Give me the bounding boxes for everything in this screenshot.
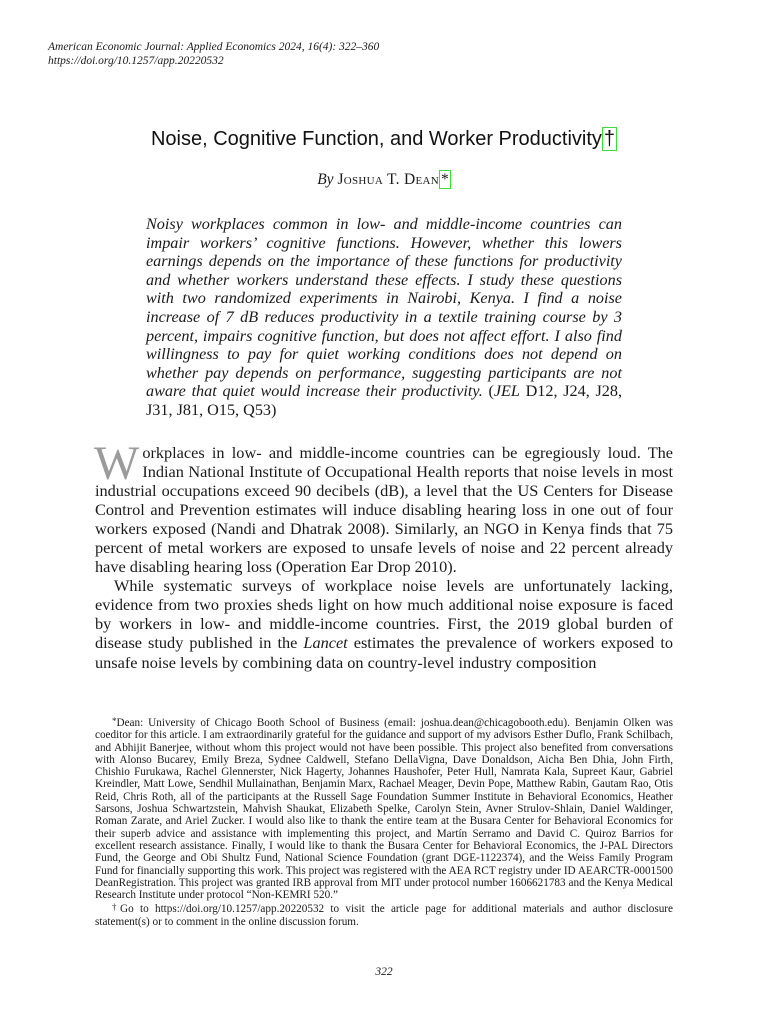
byline — [0, 170, 768, 190]
abstract — [146, 215, 622, 420]
footnotes — [95, 715, 673, 928]
jel-code-list: D12, J24, J28, J31, J81, O15, Q53) — [146, 382, 623, 419]
jel-label: JEL — [493, 382, 520, 401]
body-text — [94, 437, 674, 672]
lancet-journal-name: Lancet — [303, 633, 348, 653]
journal-header — [48, 40, 728, 68]
author-footnote-link[interactable]: * — [441, 171, 449, 188]
paragraph-2-text-b: estimates the prevalence of workers exposed to unsafe noise levels by combining data on country-level industry composition — [95, 633, 674, 672]
paragraph-2-text-a: While systematic surveys of workplace noise levels are unfortunately lacking, evidence from two proxies sheds light on how much additional noise exposure is faced by workers in low- and middle-income countries. First, the 2019 global burden of disease study published in the — [95, 576, 673, 653]
footnote-author-mark: * — [112, 716, 117, 726]
footnote-author — [95, 715, 673, 901]
article-title — [0, 124, 768, 154]
author-name: Joshua T. Dean — [337, 171, 440, 188]
page-number: 322 — [375, 966, 393, 978]
jel-open-paren: ( — [488, 382, 494, 401]
doi-line: https://doi.org/10.1257/app.20220532 — [48, 55, 224, 67]
footnote-title — [95, 901, 673, 928]
abstract-text: Noisy workplaces common in low- and middle-income countries can impair workers’ cognitive functions. However, whether this lowers earnings depends on the importance of these functions for productivity and whether workers understand these effects. I study these questions with two randomized experiments in Nairobi, Kenya. I find a noise increase of 7 dB reduces productivity in a textile training course by 3 percent, impairs cognitive function, but does not affect effort. I also find willingness to pay for quiet working conditions does not depend on whether pay depends on performance, suggesting participants are not aware that quiet would increase their productivity. — [146, 215, 622, 401]
footnote-author-text: Dean: University of Chicago Booth School of Business (email: joshua.dean@chicagobooth.edu). Benjamin Olken was coeditor for this article. I am extraordinarily grateful for the guidance and support of my advisors Esther Duflo, Frank Schilbach, and Abhijit Banerjee, without whom this project would not have been possible. This project also benefited from conversations with Alonso Bucarey, Emily Breza, Sydnee Caldwell, Stefano DellaVigna, Dave Donaldson, Aicha Ben Dhia, John Firth, Chishio Furukawa, Rachel Glennerster, Nick Hagerty, Johannes Haushofer, Peter Hull, Namrata Kala, Supreet Kaur, Gabriel Kreindler, Matt Lowe, Sendhil Mullainathan, Benjamin Marx, Rachael Meager, Devin Pope, Matthew Rabin, Gautam Rao, Otis Reid, Chris Roth, all of the participants at the Russell Sage Foundation Summer Institute in Behavioral Economics, Heather Sarsons, Joshua Schwartzstein, Mahvish Shaukat, Elizabeth Spelke, Carolyn Stein, Avner Strulov-Shlain, Daniel Waldinger, Roman Zarate, and Ariel Zucker. I would also like to thank the entire team at the Busara Center for Behavioral Economics for their superb advice and assistance with implementing this project, and Martín Serramo and David C. Quiroz Barrios for excellent research assistance. Finally, I would like to thank the Busara Center for Behavioral Economics, the J-PAL Directors Fund, the George and Obi Shultz Fund, National Science Foundation (grant DGE-1122374), and the Weiss Family Program Fund for financially supporting this work. This project was registered with the AEA RCT registry under ID AEARCTR-0001500 DeanRegistration. This project was granted IRB approval from MIT under protocol number 1606621783 and the Kenya Medical Research Institute under protocol “Non-KEMRI 520.” — [95, 717, 673, 902]
paragraph-1-text: orkplaces in low- and middle-income countries can be egregiously loud. The Indian National Institute of Occupational Health reports that noise levels in most industrial occupations exceed 90 decibels (dB), a level that the US Centers for Disease Control and Prevention estimates will induce disabling hearing loss in one out of four workers exposed (Nandi and Dhatrak 2008). Similarly, an NGO in Kenya finds that 75 percent of metal workers are exposed to unsafe levels of noise and 22 percent already have disabling hearing loss (Operation Ear Drop 2010). — [95, 443, 673, 577]
paragraph-1 — [94, 437, 673, 577]
title-text: Noise, Cognitive Function, and Worker Productivity — [150, 128, 602, 150]
footnote-title-mark: † — [112, 902, 120, 913]
footnote-title-text: Go to https://doi.org/10.1257/app.20220532 to visit the article page for additional materials and author disclosure statement(s) or to comment in the online discussion forum. — [95, 903, 673, 928]
title-footnote-link[interactable]: † — [603, 128, 616, 150]
by-label: By — [317, 171, 334, 188]
drop-cap: W — [94, 437, 140, 490]
paragraph-2 — [95, 576, 673, 671]
journal-citation: American Economic Journal: Applied Economics 2024, 16(4): 322–360 — [48, 41, 380, 53]
